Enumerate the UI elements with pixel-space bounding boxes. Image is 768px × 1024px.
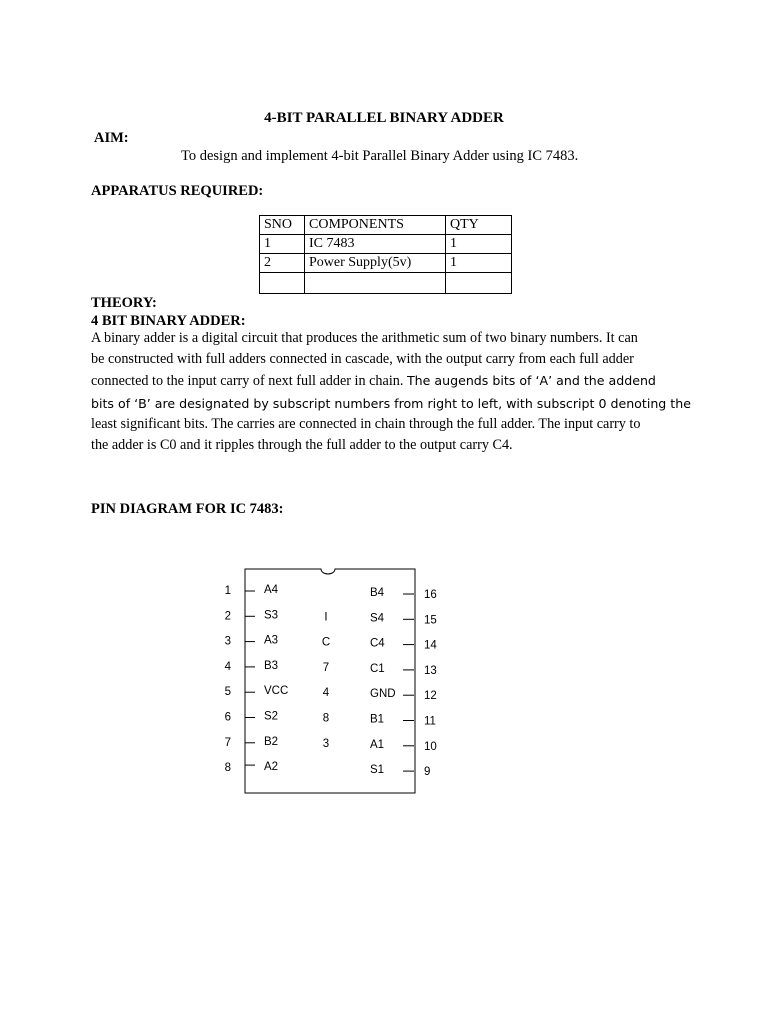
chip-name-char: 8 [322, 712, 330, 725]
right-pin-number: 15 [424, 614, 437, 627]
theory-heading: THEORY: [91, 295, 157, 311]
right-pin-label: B1 [370, 713, 385, 726]
left-pin-number: 6 [224, 711, 231, 724]
left-pin-label: B2 [264, 735, 279, 748]
binary-adder-subheading: 4 BIT BINARY ADDER: [91, 313, 246, 329]
left-pin-number: 8 [224, 762, 231, 775]
column-header-qty: QTY [446, 216, 512, 235]
page-title: 4-BIT PARALLEL BINARY ADDER [264, 110, 504, 126]
right-pin-label: GND [370, 688, 396, 701]
left-pin-number: 3 [224, 635, 231, 648]
right-pin-number: 13 [424, 664, 437, 677]
right-pin-number: 14 [424, 639, 437, 652]
left-pin-label: A2 [264, 761, 279, 774]
theory-line: be constructed with full adders connected in cascade, with the output carry from each full adder [91, 351, 634, 368]
left-pin-number: 7 [224, 736, 231, 749]
right-pin-number: 9 [424, 766, 431, 779]
table-cell: Power Supply(5v) [305, 254, 446, 273]
right-pin-label: C1 [370, 662, 385, 675]
chip-name-char: 3 [322, 737, 330, 750]
theory-line: least significant bits. The carries are connected in chain through the full adder. The input carry to [91, 415, 641, 432]
pin-diagram-heading: PIN DIAGRAM FOR IC 7483: [91, 501, 284, 517]
right-pin-number: 16 [424, 589, 437, 601]
theory-line: the adder is C0 and it ripples through the full adder to the output carry C4. [91, 437, 513, 454]
left-pin-label: VCC [264, 685, 289, 698]
column-header-sno: SNO [260, 216, 305, 235]
table-cell: IC 7483 [305, 235, 446, 254]
table-cell: 1 [446, 235, 512, 254]
chip-name-char: I [324, 611, 328, 624]
right-pin-number: 12 [424, 690, 437, 703]
theory-line-part: connected to the input carry of next full adder in chain. [91, 373, 407, 390]
table-cell: 2 [260, 254, 305, 273]
theory-line-part: The augends bits of ‘A’ and the addend [406, 373, 656, 389]
left-pin-number: 5 [224, 686, 231, 699]
aim-heading: AIM: [94, 130, 129, 146]
left-pin-label: A3 [264, 634, 279, 647]
left-pin-number: 4 [224, 660, 231, 673]
chip-name-char: 7 [322, 661, 330, 674]
left-pin-label: S3 [264, 609, 279, 622]
right-pin-number: 10 [424, 740, 437, 753]
chip-name-char: C [321, 636, 331, 649]
table-cell: 1 [260, 235, 305, 254]
column-header-components: COMPONENTS [305, 216, 446, 235]
theory-line: bits of ‘B’ are designated by subscript numbers from right to left, with subscript 0 denoting the [91, 395, 691, 411]
right-pin-number: 11 [424, 715, 436, 728]
aim-text: To design and implement 4-bit Parallel Binary Adder using IC 7483. [181, 148, 579, 164]
left-pin-number: 1 [224, 585, 231, 597]
right-pin-label: A1 [370, 738, 385, 751]
chip-name-char: 4 [322, 687, 330, 700]
left-pin-label: B3 [264, 659, 279, 672]
right-pin-label: C4 [370, 637, 385, 650]
ic-chip-body [245, 569, 415, 793]
left-pin-number: 2 [224, 610, 231, 623]
left-pin-label: S2 [264, 710, 279, 723]
right-pin-label: B4 [370, 587, 385, 599]
theory-line: A binary adder is a digital circuit that produces the arithmetic sum of two binary numbers. It can [91, 330, 638, 346]
right-pin-label: S4 [370, 612, 385, 625]
apparatus-heading: APPARATUS REQUIRED: [91, 183, 264, 199]
right-pin-label: S1 [370, 764, 385, 777]
left-pin-label: A4 [264, 584, 279, 596]
table-cell: 1 [446, 254, 512, 273]
